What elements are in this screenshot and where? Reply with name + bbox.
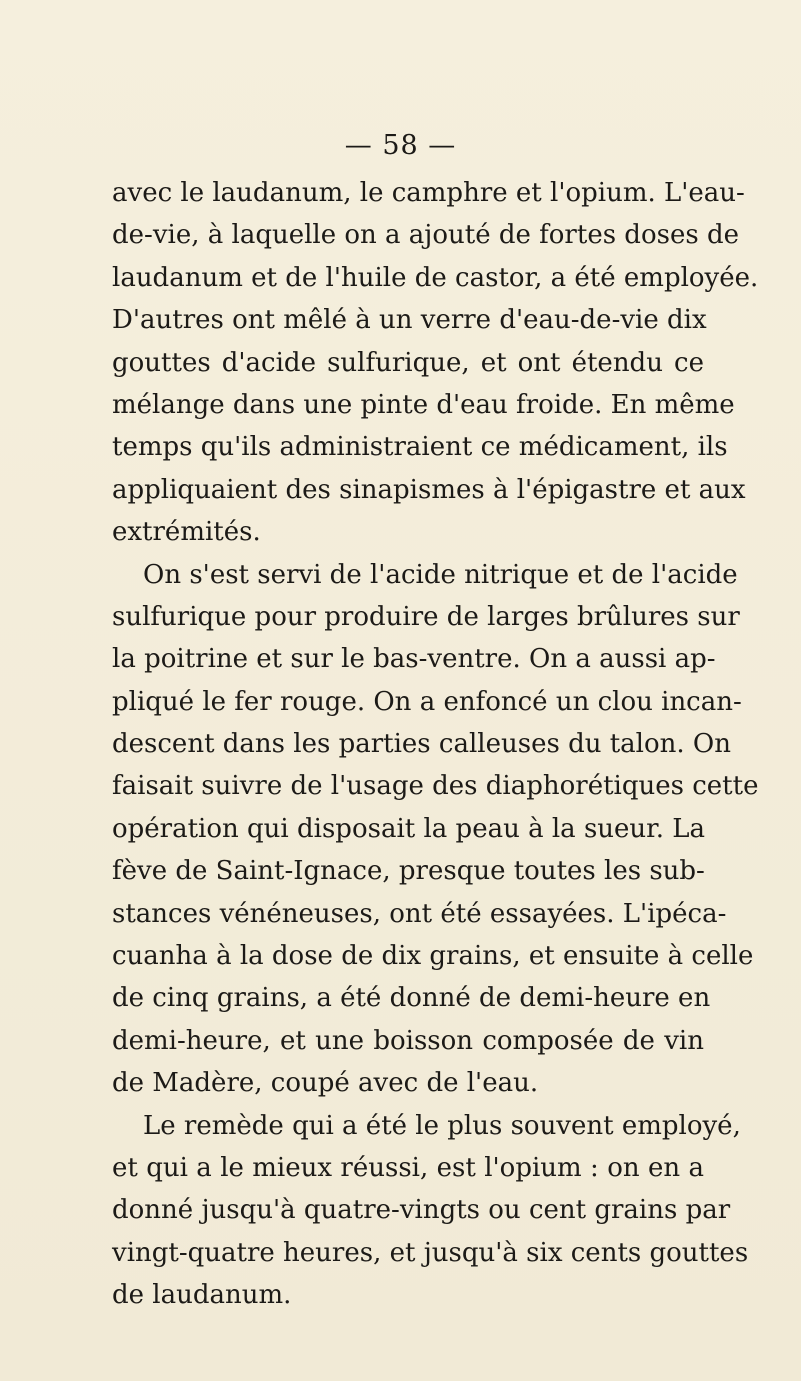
body-text <box>112 172 759 1317</box>
text-line: pliqué le fer rouge. On a enfoncé un clou incan- <box>112 686 742 717</box>
text-line: mélange dans une pinte d'eau froide. En même <box>112 389 735 420</box>
text-line: de Madère, coupé avec de l'eau. <box>112 1068 539 1099</box>
text-line: sulfurique pour produire de larges brûlures sur <box>112 601 740 632</box>
text-line: vingt-quatre heures, et jusqu'à six cents gouttes <box>112 1237 749 1268</box>
text-line: opération qui disposait la peau à la sueur. La <box>112 813 706 844</box>
text-line: stances vénéneuses, ont été essayées. L'ipéca- <box>112 898 727 929</box>
text-line: de-vie, à laquelle on a ajouté de fortes doses de <box>112 220 739 251</box>
text-line: de cinq grains, a été donné de demi-heure en <box>112 983 711 1014</box>
page-number: — 58 — <box>344 130 457 161</box>
text-line: On s'est servi de l'acide nitrique et de l'acide <box>143 559 738 590</box>
text-line: demi-heure, et une boisson composée de vin <box>112 1025 704 1056</box>
text-line: cuanha à la dose de dix grains, et ensuite à celle <box>112 941 754 972</box>
text-line: laudanum et de l'huile de castor, a été employée. <box>112 262 759 293</box>
text-line: extrémités. <box>112 517 261 548</box>
text-line: faisait suivre de l'usage des diaphorétiques cette <box>112 771 759 802</box>
text-line: donné jusqu'à quatre-vingts ou cent grains par <box>112 1195 731 1226</box>
text-line: appliquaient des sinapismes à l'épigastre et aux <box>112 474 746 505</box>
text-line: Le remède qui a été le plus souvent employé, <box>143 1110 741 1141</box>
text-line: descent dans les parties calleuses du talon. On <box>112 729 731 760</box>
text-line: temps qu'ils administraient ce médicament, ils <box>112 432 728 463</box>
text-line: fève de Saint-Ignace, presque toutes les sub- <box>112 856 705 887</box>
text-line: de laudanum. <box>112 1280 292 1311</box>
text-line: avec le laudanum, le camphre et l'opium. L'eau- <box>112 178 745 208</box>
text-line: D'autres ont mêlé à un verre d'eau-de-vie dix <box>112 305 707 336</box>
text-line: gouttes d'acide sulfurique, et ont étendu ce <box>112 347 704 378</box>
text-line: et qui a le mieux réussi, est l'opium : on en a <box>112 1152 704 1183</box>
text-line: la poitrine et sur le bas-ventre. On a aussi ap- <box>112 644 716 675</box>
